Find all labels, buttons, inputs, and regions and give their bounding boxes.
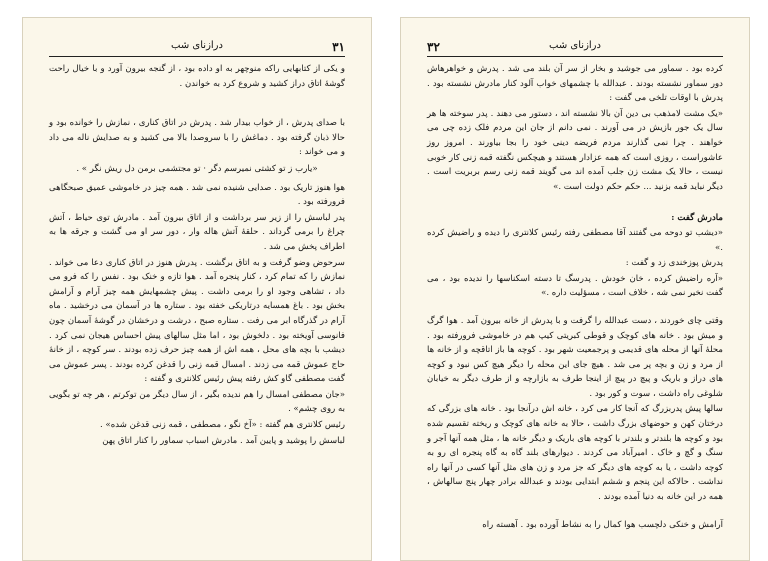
paragraph: «دیشب تو دوحه می گفتند آقا مصطفی رفته رئیس کلانتری را دیده و راضیش کرده .» bbox=[427, 227, 723, 253]
paragraph: مادرش گفت : bbox=[671, 213, 723, 224]
verse: «یارب ز تو کشتی نمیرسم دگر · تو مجتشمی برمن دل ریش نگر » . bbox=[76, 163, 318, 174]
paragraph: وقتی چای خوردند ، دست عبدالله را گرفت و با پدرش از خانه بیرون آمد . هوا گرگ و میش بود . خانه های کوچک و قوطی کبریتی کیپ هم در خاموشی فرورفته بود . محلهٔ آنها از محله های قدیمی و پرجمعیت شهر بود . کوچه ها باز اتاقچه و از خانه ها از مرد و زن و بچه پر می شد . هیچ جای این محله را دیگر هیچ کس نبود و کوچه های دراز و باریک و پیچ در پیچ از اینجا طرف به بازارچه و از طرف دیگر به خیابان شلوغی راه داشت ، سوت و کور بود . bbox=[427, 315, 723, 399]
page-number: ۳۱ bbox=[332, 40, 345, 54]
page-number: ۳۲ bbox=[427, 40, 440, 54]
paragraph: رئیس کلانتری هم گفته : «آخ نگو ، مصطفی ، قمه زنی قدغن شده» . bbox=[100, 420, 345, 431]
paragraph: «آره راضیش کرده ، خان خودش . پدرسگ تا دسته اسکناسها را ندیده بود ، می گفت نخیر نمی شه ، خلاف است ، مسؤلیت داره .» bbox=[427, 273, 723, 299]
page-body bbox=[49, 62, 345, 554]
paragraph: پدر لباسش را از زیر سر برداشت و از اتاق بیرون آمد . مادرش توی حیاط ، آتش چراغ را برمی گرداند . حلقهٔ آتش هاله وار ، دور سر او می گشت و جرقه ها به اطراف پخش می شد . bbox=[49, 212, 345, 252]
paragraph: هوا هنوز تاریک بود . صدایی شنیده نمی شد . همه چیز در خاموشی عمیق صبحگاهی فرورفته بود . bbox=[49, 182, 345, 208]
page-body bbox=[427, 62, 723, 554]
paragraph: و یکی از کتابهایی راکه منوچهر به او داده بود ، از گنجه بیرون آورد و با خیال راحت گوشهٔ اتاق دراز کشید و شروع کرد به خواندن . bbox=[49, 64, 345, 89]
paragraph: کرده بود . سماور می جوشید و بخار از سر آن بلند می شد . پدرش و خواهرهاش دور سماور نشسته بودند . عبدالله با چشمهای خواب آلود کنار مادرش نشسته بود . پدرش با اوقات تلخی می گفت : bbox=[427, 64, 723, 104]
running-title: درازنای شب bbox=[549, 40, 601, 51]
page-header bbox=[427, 40, 723, 57]
paragraph: سالها پیش پدربزرگ که آنجا کار می کرد ، خانه اش درآنجا بود . خانه های بزرگی که درختان کهن و حوضهای بزرگ داشت ، حالا به خانه های کوچک و ریخته تقسیم شده بود و کوچه ها بلندتر و بلندتر با کوچه های باریک و دیگر خانه ها ، مثل همه آنها آجر و سنگ و گچ و خاک . امیرآباد می کردند . دیوارهای بلند گاه به گاه پنجره ای رو به کوچه داشت ، یا به کوچه های دیگر که جز مرد و زن های مثل آنها کسی در آنها راه نداشت . حالاکه این پنجم و ششم ابتدایی بودند و عبدالله برادر چهار پنج سالهاش ، همه در این خانه به دنیا آمده بودند . bbox=[427, 404, 723, 503]
paragraph: لباسش را پوشید و پایین آمد . مادرش اسباب سماور را کنار اتاق پهن bbox=[102, 435, 345, 446]
running-title: درازنای شب bbox=[171, 40, 223, 51]
paragraph: با صدای پدرش ، از خواب بیدار شد . پدرش در اتاق کناری ، نمازش را خوانده بود و حالا ذبان گرفته بود . دماغش را با سروصدا بالا می کشید و به صدایش ناله می داد و می خواند : bbox=[49, 118, 345, 158]
paragraph: پدرش پوزخندی زد و گفت : bbox=[625, 258, 723, 269]
paragraph: سرحوض وضو گرفت و به اتاق برگشت . پدرش هنوز در اتاق کناری دعا می خواند . نمازش را که تمام کرد ، کنار پنجره آمد . هوا تازه و خنک بود . نفس را که فرو می داد ، تشاهی وجود او را برمی داشت . پیش چشمهایش همه چیز آرام و آرامش بخش بود . باغ همسایه درتاریکی خفته بود . ستاره ها در آسمان می درخشید . ماه آرام در گذرگاه ابر می رفت . ستاره صبح ، درشت و درخشان در گوشهٔ آسمان چون فانوسی آویخته بود . دلخوش بود ، اما مثل سالهای پیش احساس هیجان نمی کرد . دیشب با بچه های محل ، همه اش از همه چیز حرف زده بودند . سر کوچه ، از خانهٔ حاج عموش قمه می زدند . امسال قمه زنی را قدغن کرده بودند . پسر عموش می گفت مصطفی گاو کش رفته پیش رئیس کلانتری و گفته : bbox=[49, 257, 345, 385]
page-header bbox=[49, 40, 345, 57]
paragraph: آرامش و خنکی دلچسب هوا کمال را به نشاط آورده بود . آهسته راه bbox=[482, 519, 723, 530]
right-page bbox=[400, 17, 750, 561]
paragraph: «یک مشت لامذهب بی دین آن بالا نشسته اند ، دستور می دهند . پدر سوخته ها هر سال یک جور بازیش در می آورند . نمی دانم از جان این مردم فلک زده چی می خواهند . چرا نمی گذارند مردم فریضه دینی خود را بجا بیاورند . امروز روز عاشوراست ، روزی است که همه عزادار هستند و هیچکس نگفته قمه زنی کار خوبی نیست ، حالا یک مشت زن جلب آمده اند می گویند قمه زنی رسم بربریت است . دیگر نباید قمه بزنید ... حکم حکم دولت است .» bbox=[427, 108, 723, 192]
paragraph: «جان مصطفی امسال را هم ندیده بگیر ، از سال دیگر من توکرتم ، هر چه تو بگویی به روی چشم» . bbox=[49, 389, 345, 415]
left-page bbox=[22, 17, 372, 561]
